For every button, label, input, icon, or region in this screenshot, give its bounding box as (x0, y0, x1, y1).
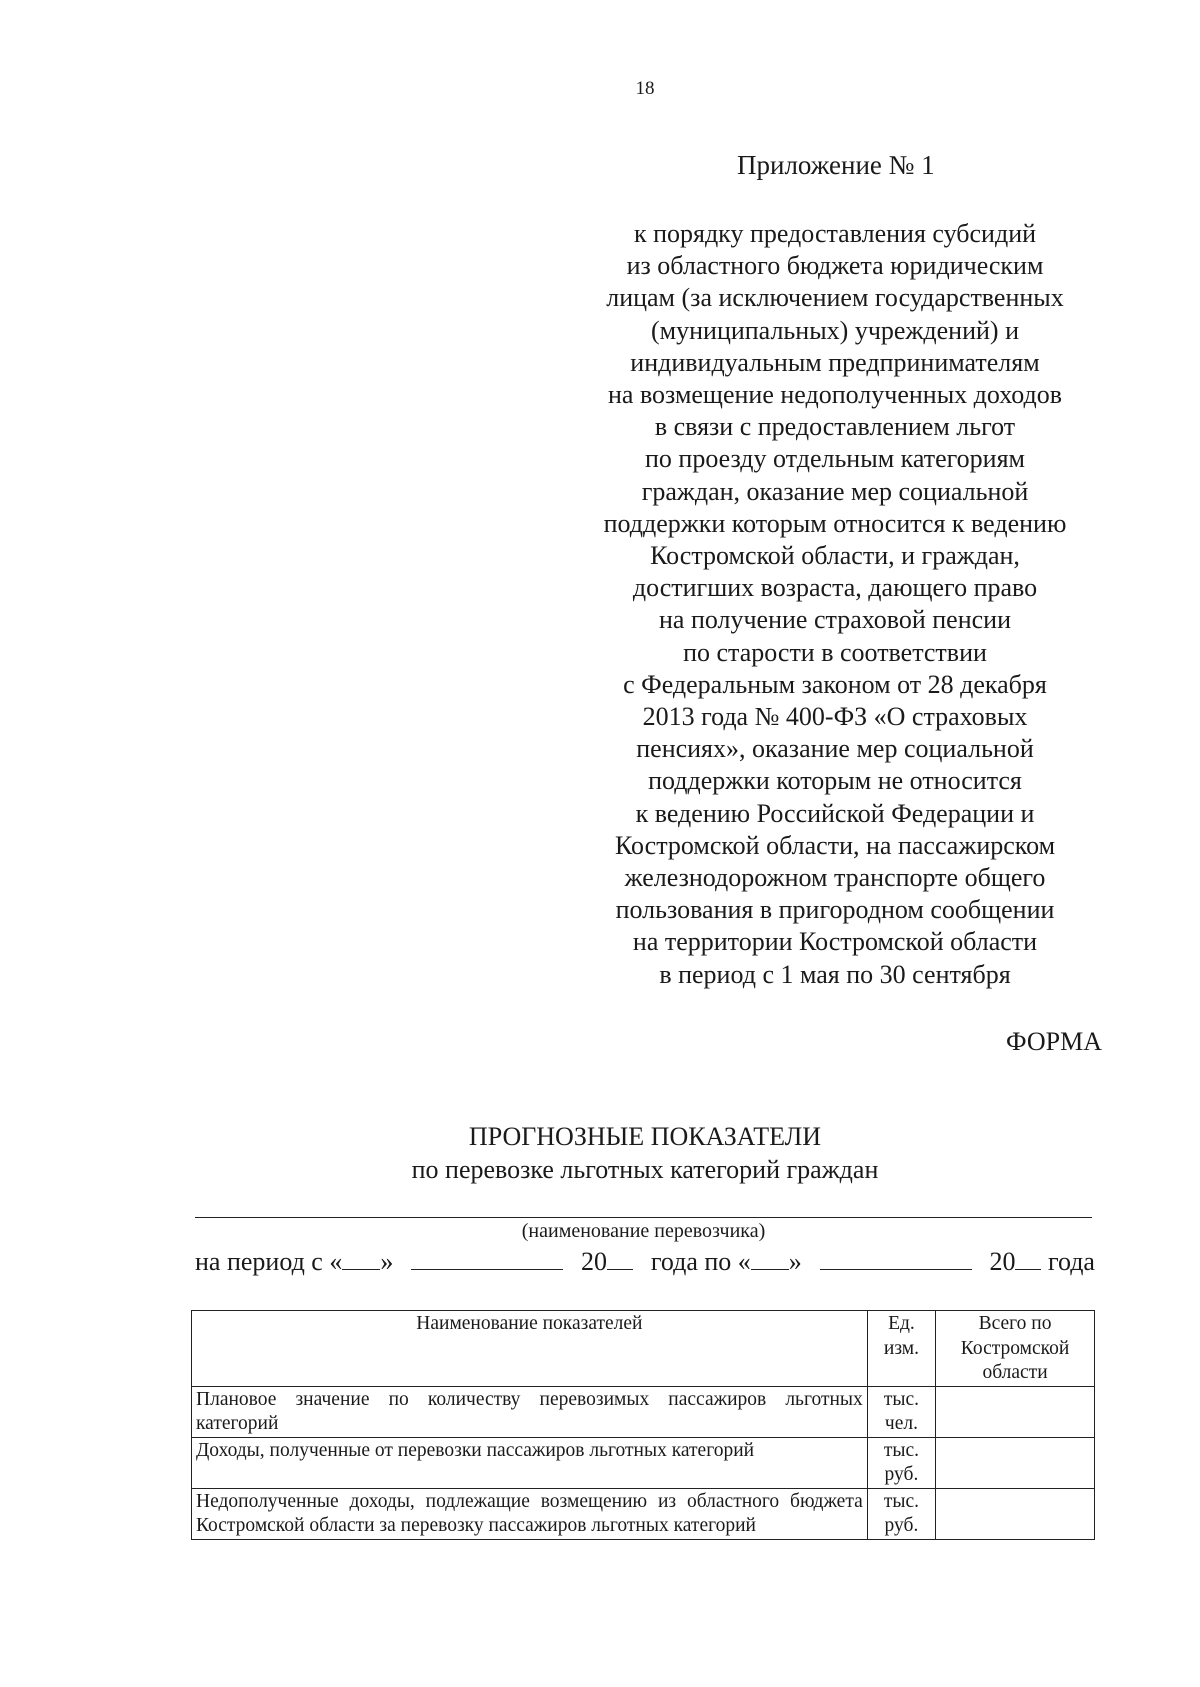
year-prefix: 20 (581, 1247, 607, 1276)
table-row (192, 1386, 1095, 1437)
header-unit-line: Ед. (888, 1313, 915, 1334)
appendix-line: достигших возраста, дающего право (632, 573, 1038, 603)
indicators-table (191, 1310, 1095, 1540)
header-total-line: Всего по (978, 1313, 1052, 1334)
appendix-line: 2013 года № 400-ФЗ «О страховых (642, 702, 1028, 732)
appendix-line: пользования в пригородном сообщении (615, 895, 1055, 925)
unit-line: тыс. (883, 1388, 919, 1410)
appendix-line: по проезду отдельным категориям (645, 444, 1025, 474)
indicator-name: Плановое значение по количеству перевозимых пассажиров льготных категорий (192, 1386, 868, 1437)
period-end-year (989, 1247, 1095, 1277)
unit-line: руб. (884, 1515, 919, 1536)
end-day-blank[interactable] (751, 1247, 789, 1270)
appendix-line: Костромской области, на пассажирском (614, 830, 1056, 860)
appendix-line: пенсиях», оказание мер социальной (636, 734, 1034, 764)
period-start (195, 1247, 393, 1277)
appendix-line: в период с 1 мая по 30 сентября (659, 959, 1011, 989)
period-start-year (581, 1247, 633, 1277)
header-total-line: Костромской (960, 1337, 1070, 1359)
period-close-quote: » (380, 1247, 394, 1276)
appendix-description (580, 218, 1090, 991)
indicator-unit (867, 1488, 935, 1539)
end-month-blank[interactable] (820, 1247, 972, 1270)
start-day-blank[interactable] (342, 1247, 380, 1270)
unit-line: чел. (884, 1413, 918, 1434)
page-number: 18 (635, 78, 655, 99)
header-total-line: области (982, 1362, 1048, 1383)
indicator-name: Доходы, полученные от перевозки пассажиров льготных категорий (192, 1437, 868, 1488)
appendix-line: граждан, оказание мер социальной (641, 476, 1029, 506)
header-unit-line: изм. (883, 1337, 919, 1359)
appendix-line: (муниципальных) учреждений) и (651, 315, 1019, 345)
table-row (192, 1488, 1095, 1539)
table-header-row (192, 1311, 1095, 1387)
appendix-line: поддержки которым относится к ведению (603, 508, 1067, 538)
appendix-line: железнодорожном транспорте общего (624, 863, 1046, 893)
document-subtitle: по перевозке льготных категорий граждан (411, 1155, 879, 1184)
period-end (651, 1247, 802, 1277)
end-year-blank[interactable] (1015, 1247, 1041, 1270)
unit-line: тыс. (883, 1439, 919, 1461)
unit-line: тыс. (883, 1490, 919, 1512)
appendix-line: на территории Костромской области (632, 927, 1038, 957)
indicator-total-cell[interactable] (936, 1437, 1095, 1488)
header-indicator-name: Наименование показателей (192, 1311, 868, 1387)
appendix-line: поддержки которым не относится (648, 766, 1022, 796)
appendix-line: Костромской области, и граждан, (650, 541, 1020, 571)
carrier-name-caption: (наименование перевозчика) (521, 1220, 766, 1242)
unit-line: руб. (884, 1464, 919, 1485)
period-close-quote-2: » (788, 1247, 802, 1276)
period-suffix: года (1047, 1247, 1095, 1276)
indicator-unit (867, 1386, 935, 1437)
appendix-line: из областного бюджета юридическим (626, 251, 1044, 281)
appendix-line: лицам (за исключением государственных (606, 283, 1064, 313)
header-unit (867, 1311, 935, 1387)
start-year-blank[interactable] (607, 1247, 633, 1270)
form-label: ФОРМА (1006, 1027, 1102, 1056)
indicator-unit (867, 1437, 935, 1488)
appendix-line: к ведению Российской Федерации и (635, 798, 1035, 828)
period-prefix: на период с « (195, 1247, 343, 1276)
appendix-line: к порядку предоставления субсидий (633, 219, 1037, 248)
period-middle: года по « (650, 1247, 751, 1276)
appendix-line: по старости в соответствии (683, 637, 987, 667)
indicator-total-cell[interactable] (936, 1386, 1095, 1437)
start-month-blank[interactable] (411, 1247, 563, 1270)
period-line (195, 1247, 1095, 1277)
year-prefix-2: 20 (989, 1247, 1016, 1276)
header-total (936, 1311, 1095, 1387)
appendix-line: индивидуальным предпринимателям (630, 347, 1040, 377)
appendix-line: на получение страховой пенсии (658, 605, 1011, 635)
appendix-line: в связи с предоставлением льгот (654, 412, 1016, 442)
indicator-name: Недополученные доходы, подлежащие возмещению из областного бюджета Костромской области за перевозку пассажиров льготных категорий (192, 1488, 868, 1539)
appendix-line: на возмещение недополученных доходов (607, 380, 1063, 410)
table-row (192, 1437, 1095, 1488)
appendix-title: Приложение № 1 (737, 150, 935, 180)
appendix-line: с Федеральным законом от 28 декабря (623, 669, 1047, 699)
carrier-name-blank[interactable] (195, 1217, 1092, 1218)
document-title: ПРОГНОЗНЫЕ ПОКАЗАТЕЛИ (468, 1122, 822, 1151)
indicator-total-cell[interactable] (936, 1488, 1095, 1539)
